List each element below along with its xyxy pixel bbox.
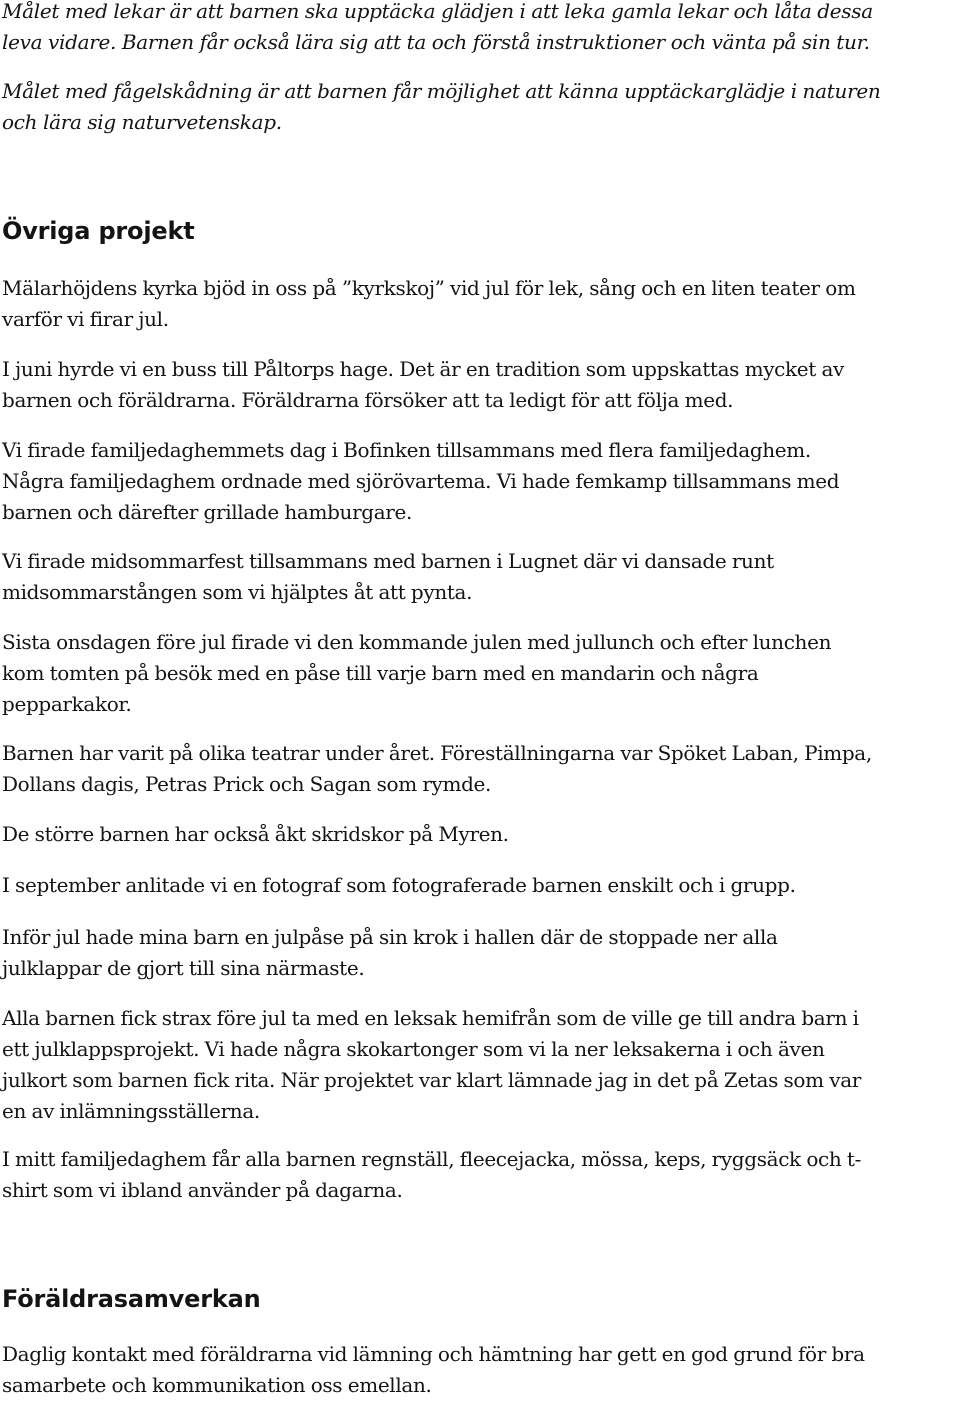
section-heading-foraldrasamverkan: Föräldrasamverkan [2, 1285, 261, 1313]
paragraph-regnstall: I mitt familjedaghem får alla barnen regnställ, fleecejacka, mössa, keps, ryggsäck och t- shirt som vi ibland använder på dagarna. [2, 1147, 861, 1202]
paragraph-familjedaghemmets-dag: Vi firade familjedaghemmets dag i Bofinken tillsammans med flera familjedaghem. Några familjedaghem ordnade med sjörövartema. Vi hade femkamp tillsammans med barnen och därefter grillade hamburgare. [2, 438, 840, 524]
section-heading-ovriga-projekt: Övriga projekt [2, 217, 195, 245]
intro-birdwatching-paragraph: Målet med fågelskådning är att barnen får möjlighet att känna upptäckarglädje i naturen och lära sig naturvetenskap. [2, 79, 881, 134]
paragraph-daglig-kontakt: Daglig kontakt med föräldrarna vid lämning och hämtning har gett en god grund för bra samarbete och kommunikation oss emellan. [2, 1342, 865, 1397]
paragraph-kyrkskoj: Mälarhöjdens kyrka bjöd in oss på ”kyrkskoj” vid jul för lek, sång och en liten teater om varför vi firar jul. [2, 276, 856, 331]
paragraph-fotograf: I september anlitade vi en fotograf som fotograferade barnen enskilt och i grupp. [2, 873, 796, 897]
paragraph-teatrar: Barnen har varit på olika teatrar under året. Föreställningarna var Spöket Laban, Pimpa, Dollans dagis, Petras Prick och Sagan som rymde. [2, 741, 872, 796]
paragraph-julpase: Inför jul hade mina barn en julpåse på sin krok i hallen där de stoppade ner alla julklappar de gjort till sina närmaste. [2, 925, 778, 980]
paragraph-paltorps-hage: I juni hyrde vi en buss till Påltorps hage. Det är en tradition som uppskattas mycket av barnen och föräldrarna. Föräldrarna försöker att ta ledigt för att följa med. [2, 357, 844, 412]
paragraph-skridskor: De större barnen har också åkt skridskor på Myren. [2, 822, 509, 846]
intro-games-paragraph: Målet med lekar är att barnen ska upptäcka glädjen i att leka gamla lekar och låta dessa leva vidare. Barnen får också lära sig att ta och förstå instruktioner och vänta på sin tur. [2, 0, 873, 54]
paragraph-midsommarfest: Vi firade midsommarfest tillsammans med barnen i Lugnet där vi dansade runt midsommarstången som vi hjälptes åt att pynta. [2, 549, 774, 604]
paragraph-julklappsprojekt: Alla barnen fick strax före jul ta med en leksak hemifrån som de ville ge till andra barn i ett julklappsprojekt. Vi hade några skokartonger som vi la ner leksakerna i och även julkort som barnen fick rita. När projektet var klart lämnade jag in det på Zetas som var en av inlämningsställerna. [2, 1006, 861, 1123]
paragraph-jullunch: Sista onsdagen före jul firade vi den kommande julen med jullunch och efter lunchen kom tomten på besök med en påse till varje barn med en mandarin och några pepparkakor. [2, 630, 832, 716]
